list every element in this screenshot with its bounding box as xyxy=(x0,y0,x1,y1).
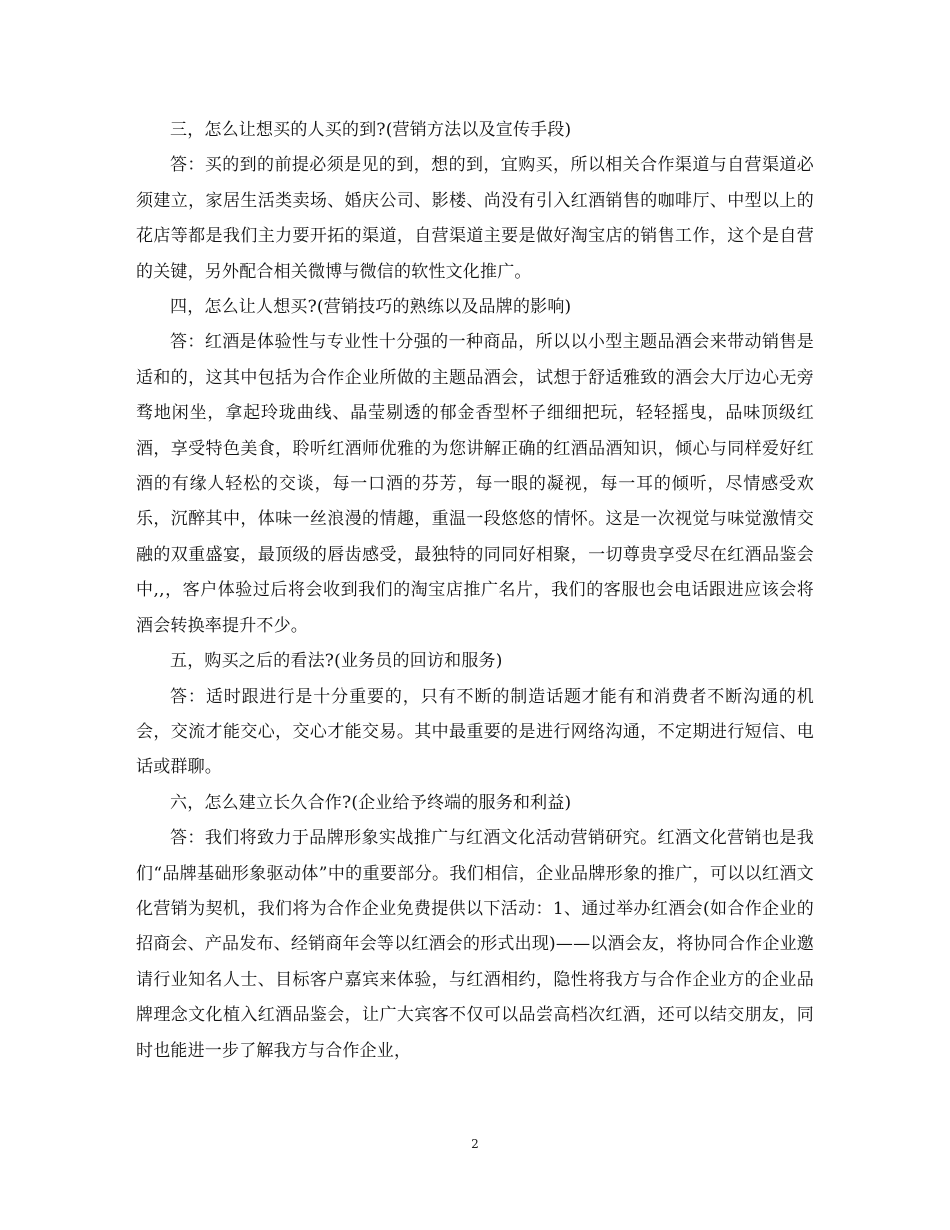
section-heading-5: 五，购买之后的看法?(业务员的回访和服务) xyxy=(170,651,503,672)
section-heading-3: 三，怎么让想买的人买的到?(营销方法以及宣传手段) xyxy=(170,120,572,140)
section-heading-6: 六，怎么建立长久合作?(企业给予终端的服务和利益) xyxy=(170,792,572,813)
document-body xyxy=(136,113,814,1069)
answer-paragraph-4: 答：红酒是体验性与专业性十分强的一种商品，所以以小型主题品酒会来带动销售是适和的，这其中包括为合作企业所做的主题品酒会，试想于舒适雅致的酒会大厅边心无旁骛地闲坐，拿起玲珑曲线、晶莹剔透的郁金香型杯子细细把玩，轻轻摇曳，品味顶级红酒，享受特色美食，聆听红酒师优雅的为您讲解正确的红酒品酒知识，倾心与同样爱好红酒的有缘人轻松的交谈，每一口酒的芬芳，每一眼的凝视，每一耳的倾听，尽情感受欢乐，沉醉其中，体味一丝浪漫的情趣，重温一段悠悠的情怀。这是一次视觉与味觉激情交融的双重盛宴，最顶级的唇齿感受，最独特的同同好相聚，一切尊贵享受尽在红酒品鉴会中,,，客户体验过后将会收到我们的淘宝店推广名片，我们的客服也会电话跟进应该会将酒会转换率提升不少。 xyxy=(136,332,814,636)
section-heading-4: 四，怎么让人想买?(营销技巧的熟练以及品牌的影响) xyxy=(170,297,572,318)
answer-paragraph-3: 答：买的到的前提必须是见的到，想的到，宜购买，所以相关合作渠道与自营渠道必须建立，家居生活类卖场、婚庆公司、影楼、尚没有引入红酒销售的咖啡厅、中型以上的花店等都是我们主力要开拓的渠道，自营渠道主要是做好淘宝店的销售工作，这个是自营的关键，另外配合相关微博与微信的软性文化推广。 xyxy=(136,155,814,282)
answer-paragraph-6: 答：我们将致力于品牌形象实战推广与红酒文化活动营销研究。红酒文化营销也是我们“品牌基础形象驱动体”中的重要部分。我们相信，企业品牌形象的推广，可以以红酒文化营销为契机，我们将为合作企业免费提供以下活动：1、通过举办红酒会(如合作企业的招商会、产品发布、经销商年会等以红酒会的形式出现)——以酒会友，将协同合作企业邀请行业知名人士、目标客户嘉宾来体验，与红酒相约，隐性将我方与合作企业方的企业品牌理念文化植入红酒品鉴会，让广大宾客不仅可以品尝高档次红酒，还可以结交朋友，同时也能进一步了解我方与合作企业， xyxy=(136,828,814,1061)
answer-paragraph-5: 答：适时跟进行是十分重要的，只有不断的制造话题才能有和消费者不断沟通的机会，交流才能交心，交心才能交易。其中最重要的是进行网络沟通，不定期进行短信、电话或群聊。 xyxy=(136,686,814,778)
page-number: 2 xyxy=(471,1137,479,1151)
